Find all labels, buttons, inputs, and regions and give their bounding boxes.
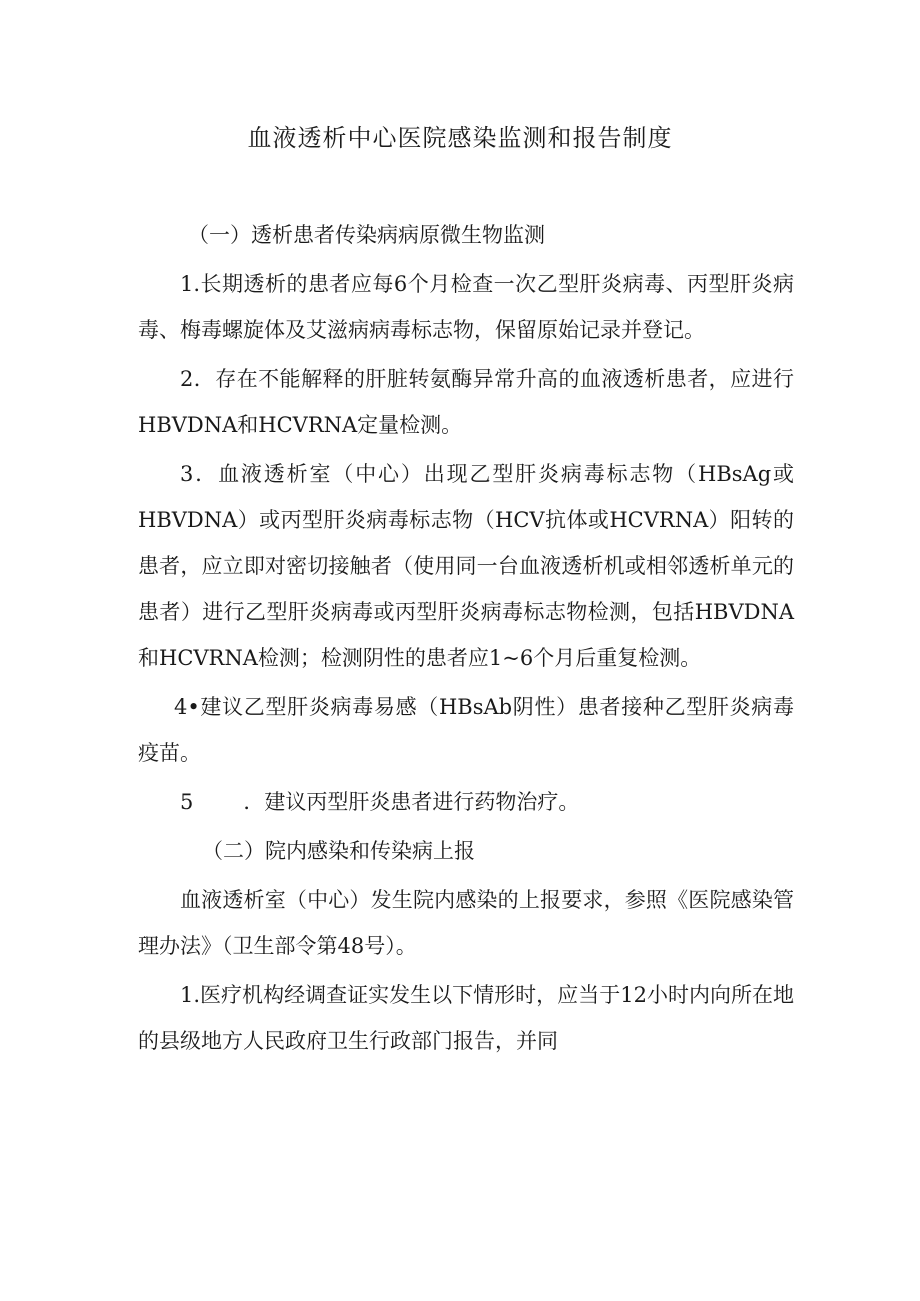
- paragraph-2: 2．存在不能解释的肝脏转氨酶异常升高的血液透析患者，应进行HBVDNA和HCVRNA定量检测。: [138, 367, 794, 437]
- paragraph-5: [138, 779, 794, 825]
- paragraph-6: 血液透析室（中心）发生院内感染的上报要求，参照《医院感染管理办法》（卫生部令第48号）。: [138, 888, 794, 958]
- section-heading-2: （二）院内感染和传染病上报: [202, 839, 475, 863]
- paragraph-5-text: ．建议丙型肝炎患者进行药物治疗。: [243, 790, 580, 814]
- document-title: 血液透析中心医院感染监测和报告制度: [247, 124, 673, 152]
- paragraph-1: 1.长期透析的患者应每6个月检查一次乙型肝炎病毒、丙型肝炎病毒、梅毒螺旋体及艾滋病病毒标志物，保留原始记录并登记。: [138, 272, 794, 342]
- paragraph-3: 3．血液透析室（中心）出现乙型肝炎病毒标志物（HBsAg或HBVDNA）或丙型肝炎病毒标志物（HCV抗体或HCVRNA）阳转的患者，应立即对密切接触者（使用同一台血液透析机或相邻透析单元的患者）进行乙型肝炎病毒或丙型肝炎病毒标志物检测，包括HBVDNA和HCVRNA检测；检测阴性的患者应1~6个月后重复检测。: [138, 462, 794, 670]
- paragraph-5-number: 5: [180, 790, 194, 814]
- section-heading-1: （一）透析患者传染病病原微生物监测: [188, 223, 545, 247]
- document-body: [138, 212, 794, 1067]
- paragraph-4: 4•建议乙型肝炎病毒易感（HBsAb阴性）患者接种乙型肝炎病毒疫苗。: [138, 695, 794, 765]
- paragraph-7: 1.医疗机构经调查证实发生以下情形时，应当于12小时内向所在地的县级地方人民政府卫生行政部门报告，并同: [138, 983, 794, 1053]
